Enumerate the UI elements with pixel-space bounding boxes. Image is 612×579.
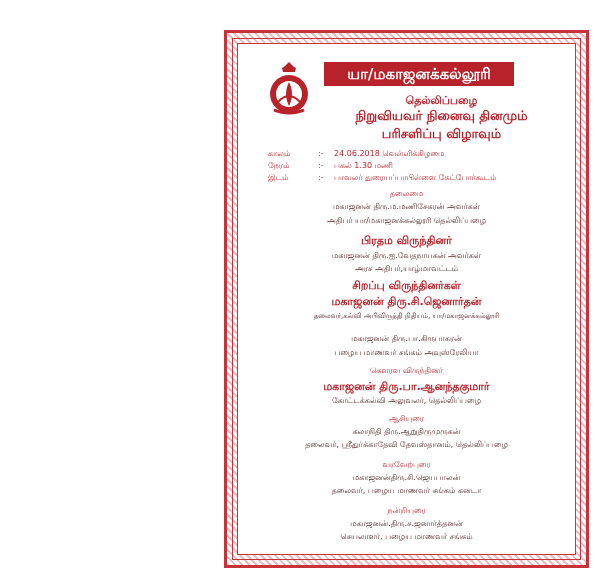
special-guest-2-name: மகாஜனன் திரு.பா.கிருபாகரன் xyxy=(351,334,462,343)
blessing-role: தலைவர், ஸ்ரீதுர்க்காதேவி தேவஸ்தானம், தெல்லிப்பழை xyxy=(305,440,508,449)
presidency-heading: தலைமை xyxy=(389,189,424,198)
special-guest-1-name: மகாஜனன் திரு.சி.ஜெனார்தன் xyxy=(331,295,482,308)
event-title-line2: பரிசளிப்பு விழாவும் xyxy=(381,127,502,142)
special-guest-2-role: பழைய மாணவர் சங்கம் அவுஸ்ரேலியா xyxy=(334,348,479,357)
thanks-heading: நன்றியுரை xyxy=(387,506,426,515)
chief-guest-heading: பிரதம விருந்தினர் xyxy=(361,234,452,247)
welcome-role: தலைவர், பழைய மாணவர் சங்கம் கனடா xyxy=(331,486,482,495)
date-label: காலம் xyxy=(268,149,291,158)
special-guest-1-role: தலைவர்,கல்வி அபிவிருத்தி நிதியம், யா/மகாஜனக்கல்லூரி xyxy=(313,312,500,320)
thanks-role: செயலாளர், பழைய மாணவர் சங்கம் xyxy=(340,532,473,541)
college-emblem-icon xyxy=(264,60,314,116)
honour-guest-name: மகாஜனன் திரு.பா.ஆனந்தகுமார் xyxy=(323,380,490,393)
venue-value: பாவலர் துரையப்பாபிள்ளை கேட்போர்கூடம் xyxy=(334,173,497,182)
school-name-banner: யா/மகாஜனக்கல்லூரி xyxy=(324,62,514,86)
date-separator: :- xyxy=(318,149,324,158)
honour-guest-role: கோட்டக்கல்வி அலுவலர், தெல்லிப்பழை xyxy=(331,396,482,405)
time-label: நேரம் xyxy=(268,161,290,170)
presidency-name: மகாஜனன் திரு.ம.மணிசேகரன் அவர்கள் xyxy=(332,202,480,211)
welcome-heading: வரவேற்புரை xyxy=(382,460,431,469)
thanks-name: மகாஜனன்.திரு.ச.ஜனார்த்தனன் xyxy=(350,519,463,528)
time-separator: :- xyxy=(318,161,324,170)
event-title-line1: நிறுவியவர் நினைவு தினமும் xyxy=(355,109,528,124)
venue-label: இடம் xyxy=(268,173,289,182)
chief-guest-role: அரச அதிபர்,யாழ்மாவட்டம் xyxy=(354,264,459,273)
invitation-card xyxy=(224,30,589,568)
welcome-name: மகாஜனன்திரு.சி.ஜெயபாலன் xyxy=(352,473,461,482)
blessing-heading: ஆசியுரை xyxy=(389,414,424,423)
presidency-role: அதிபர் யா/மகாஜனக்கல்லூரி தெல்லிப்பழை xyxy=(326,216,487,225)
date-value: 24.06.2018 வெள்ளிக்கிழமை xyxy=(334,149,445,158)
chief-guest-name: மகாஜனன் திரு.ஐ.வேதநாயகன் அவர்கள் xyxy=(331,251,482,260)
school-location: தெல்லிப்பழை xyxy=(405,94,478,107)
honour-guest-heading: கௌரவ விருந்தினர் xyxy=(369,366,444,375)
special-guests-heading: சிறப்பு விருந்தினர்கள் xyxy=(352,279,461,292)
invitation-body xyxy=(237,43,576,555)
venue-separator: :- xyxy=(318,173,324,182)
blessing-name: கலாநிதி திரு.ஆறுதிருமுருகன் xyxy=(352,427,461,436)
time-value: பகல் 1.30 மணி xyxy=(334,161,393,170)
